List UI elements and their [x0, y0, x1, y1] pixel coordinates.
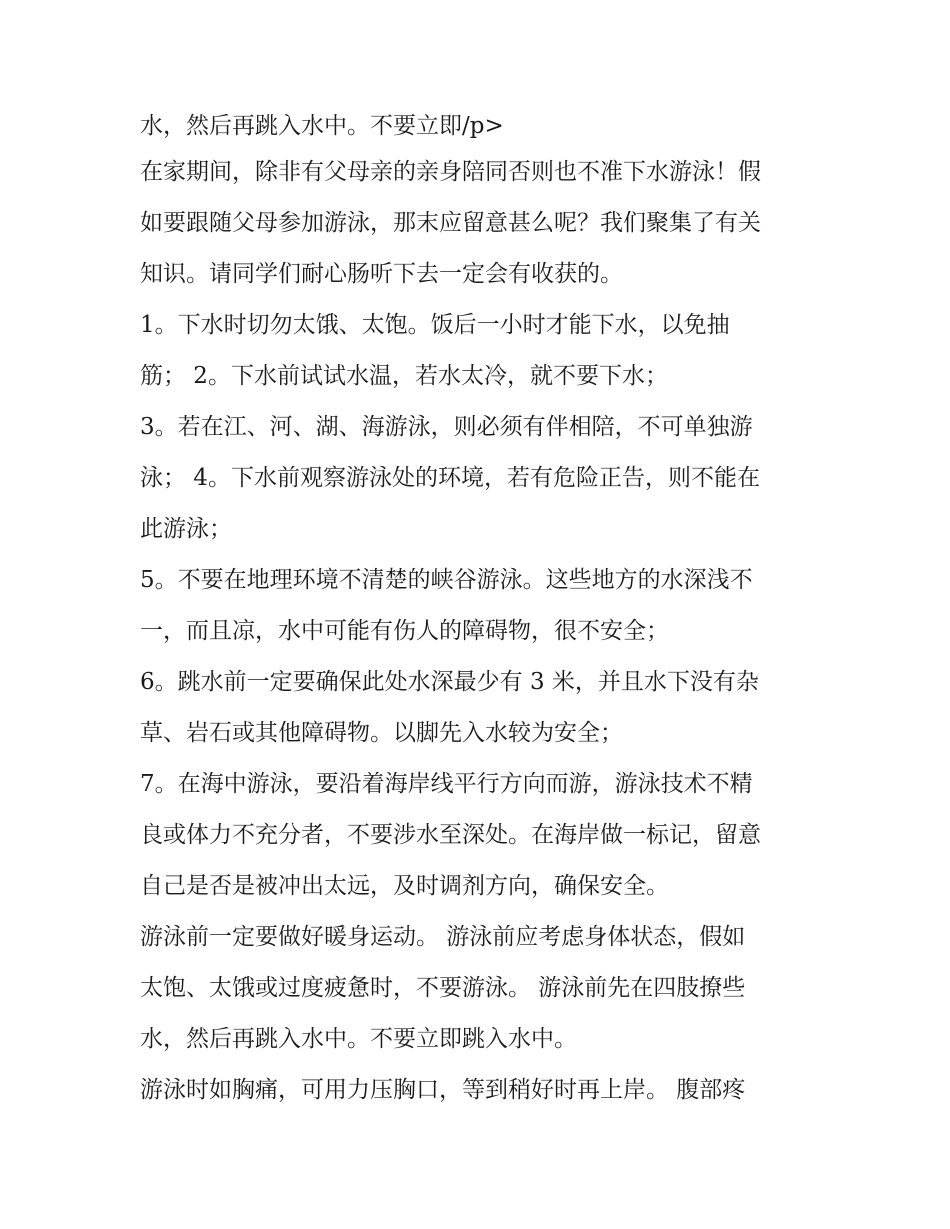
text-line: 游泳前一定要做好暖身运动。 游泳前应考虑身体状态，假如	[140, 924, 746, 950]
text-line: 如要跟随父母参加游泳，那末应留意甚么呢？我们聚集了有关	[140, 210, 761, 236]
text-line: 水，然后再跳入水中。不要立即/p>	[140, 113, 504, 139]
text-line: 水，然后再跳入水中。不要立即跳入水中。	[140, 1026, 577, 1052]
text-line: 在家期间，除非有父母亲的亲身陪同否则也不准下水游泳！假	[140, 159, 761, 185]
text-line: 知识。请同学们耐心肠听下去一定会有收获的。	[140, 261, 623, 287]
text-line: 5。不要在地理环境不清楚的峡谷游泳。这些地方的水深浅不	[140, 567, 753, 593]
text-line: 筋； 2。下水前试试水温，若水太冷，就不要下水；	[140, 363, 668, 389]
text-line: 太饱、太饿或过度疲惫时，不要游泳。 游泳前先在四肢撩些	[140, 975, 746, 1001]
text-line: 泳； 4。下水前观察游泳处的环境，若有危险正告，则不能在	[140, 465, 760, 491]
text-line: 游泳时如胸痛，可用力压胸口，等到稍好时再上岸。 腹部疼	[140, 1077, 746, 1103]
text-line: 3。若在江、河、湖、海游泳，则必须有伴相陪，不可单独游	[140, 414, 753, 440]
text-line: 6。跳水前一定要确保此处水深最少有 3 米，并且水下没有杂	[140, 669, 759, 695]
text-line: 自己是否是被冲出太远，及时调剂方向，确保安全。	[140, 873, 669, 899]
text-line: 此游泳；	[140, 516, 232, 542]
text-line: 1。下水时切勿太饿、太饱。饭后一小时才能下水，以免抽	[140, 312, 730, 338]
document-body	[140, 106, 820, 1116]
text-line: 7。在海中游泳，要沿着海岸线平行方向而游，游泳技术不精	[140, 771, 753, 797]
text-line: 良或体力不充分者，不要涉水至深处。在海岸做一标记，留意	[140, 822, 761, 848]
text-line: 草、岩石或其他障碍物。以脚先入水较为安全；	[140, 720, 623, 746]
text-line: 一，而且凉，水中可能有伤人的障碍物，很不安全；	[140, 618, 669, 644]
